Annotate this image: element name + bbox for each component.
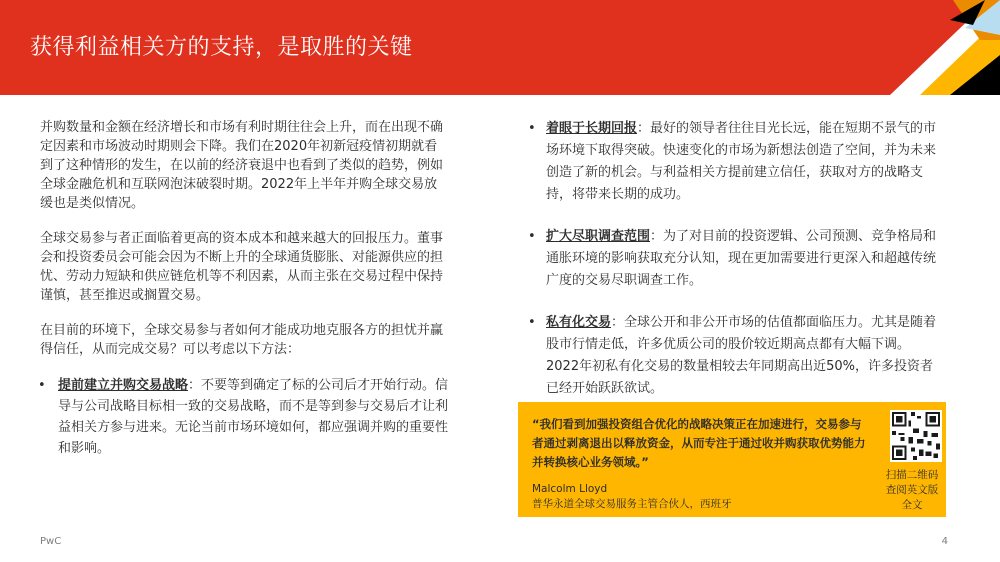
bullet-icon: • (38, 378, 46, 393)
paragraph: 在目前的环境下，全球交易参与者如何才能成功地克服各方的担忧并赢得信任，从而完成交易？可以考虑以下方法： (40, 323, 444, 357)
quote-author-role: 普华永道全球交易服务主管合伙人，西班牙 (532, 498, 732, 510)
bullet-list (528, 118, 940, 400)
bullet-text: ：不要等到确定了标的公司后才开始行动。信导与公司战略目标相一致的交易战略，而不是等到参与交易后才让利益相关方参与进来。无论当前市场环境如何，都应强调并购的重要性和影响。 (58, 378, 449, 456)
bullet-icon: • (528, 229, 536, 244)
paragraph: 并购数量和金额在经济增长和市场有利时期往往会上升，而在出现不确定因素和市场波动时期则会下降。我们在2020年初新冠疫情初期就看到了这种情形的发生，在以前的经济衰退中也看到了类似的趋势，例如全球金融危机和互联网泡沫破裂时期。2022年上半年并购全球交易放缓也是类似情况。 (40, 120, 444, 211)
bullet-keyword: 私有化交易 (546, 315, 612, 330)
page-number: 4 (941, 536, 948, 547)
bullet-text: ：全球公开和非公开市场的估值都面临压力。尤其是随着股市行情走低，许多优质公司的股价较近期高点都有大幅下调。2022年初私有化交易的数量相较去年同期高出近50%，许多投资者已经开始跃跃欲试。 (546, 315, 937, 396)
page-title: 获得利益相关方的支持，是取胜的关键 (30, 35, 413, 60)
bullet-text: ：为了对目前的投资逻辑、公司预测、竞争格局和通胀环境的影响获取充分认知，现在更加需要进行更深入和超越传统广度的交易尽职调查工作。 (546, 229, 937, 288)
bullet-keyword: 扩大尽职调查范围 (546, 229, 651, 244)
header-banner (0, 0, 1000, 95)
bullet-keyword: 着眼于长期回报 (546, 121, 638, 136)
qr-code-icon[interactable] (890, 410, 942, 462)
quote-text: “我们看到加强投资组合优化的战略决策正在加速进行，交易参与者通过剥离退出以释放资金，从而专注于通过收并购获取优势能力并转换核心业务领域。” (532, 417, 866, 469)
list-item (528, 226, 940, 292)
quote-attribution (532, 482, 732, 512)
left-column (40, 118, 450, 459)
bullet-icon: • (528, 121, 536, 136)
bullet-text: ：最好的领导者往往目光长远，能在短期不景气的市场环境下取得突破。快速变化的市场为新想法创造了空间，并为未来创造了新的机会。与利益相关方提前建立信任，获取对方的战略支持，将带来长期的成功。 (546, 121, 937, 202)
bullet-keyword: 提前建立并购交易战略 (58, 378, 189, 393)
right-column (528, 118, 940, 420)
paragraph: 全球交易参与者正面临着更高的资本成本和越来越大的回报压力。董事会和投资委员会可能会因为不断上升的全球通货膨胀、对能源供应的担忧、劳动力短缺和供应链危机等不利因素，从而主张在交易过程中保持谨慎，甚至推迟或搁置交易。 (40, 231, 444, 303)
qr-caption: 扫描二维码查阅英文版全文 (885, 469, 939, 511)
bullet-icon: • (528, 315, 536, 330)
arrow-graphic-icon (855, 0, 1000, 95)
quote-author-name: Malcolm Lloyd (532, 483, 608, 495)
footer-brand: PwC (40, 536, 62, 547)
list-item (528, 118, 940, 206)
list-item (40, 375, 450, 459)
quote-box (518, 402, 946, 517)
bullet-list (40, 375, 450, 459)
list-item (528, 312, 940, 400)
